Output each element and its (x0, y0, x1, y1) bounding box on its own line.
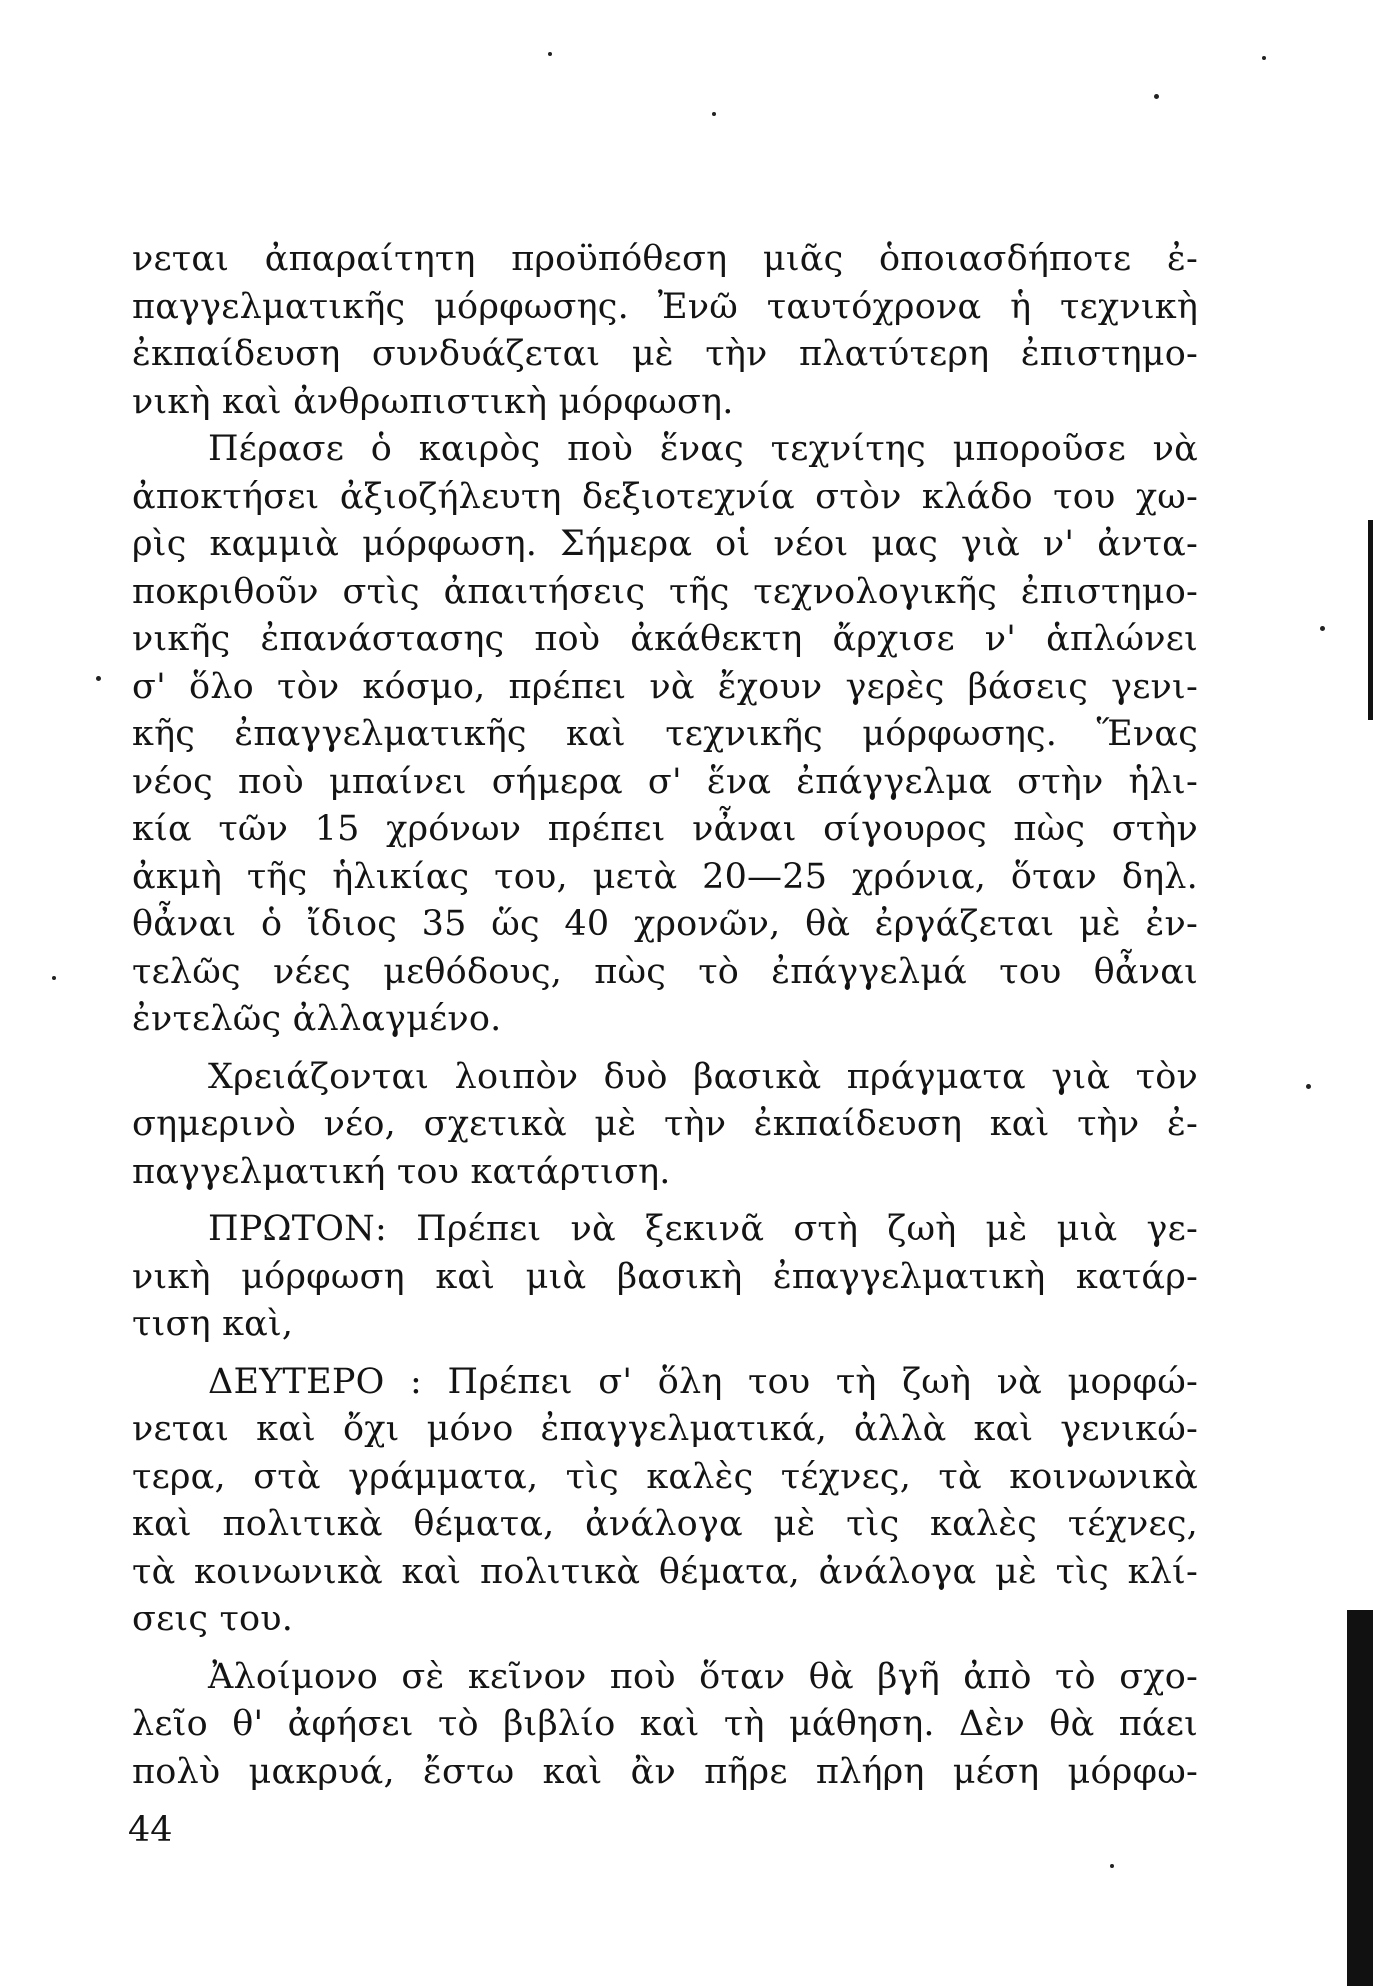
text-line: τιση καὶ, (132, 1304, 294, 1344)
text-line: σημερινὸ νέο, σχετικὰ μὲ τὴν ἐκπαίδευση καὶ τὴν ἐ- (132, 1104, 1198, 1144)
text-line: ἀκμὴ τῆς ἡλικίας του, μετὰ 20—25 χρόνια, ὅταν δηλ. (132, 856, 1198, 897)
text-line: τὰ κοινωνικὰ καὶ πολιτικὰ θέματα, ἀνάλογα μὲ τὶς κλί- (132, 1551, 1198, 1592)
text-line: λεῖο θ' ἀφήσει τὸ βιβλίο καὶ τὴ μάθηση. Δὲν θὰ πάει (132, 1704, 1198, 1744)
scan-speck (96, 676, 101, 681)
text-line: νικῆς ἐπανάστασης ποὺ ἀκάθεκτη ἄρχισε ν' ἁπλώνει (132, 619, 1198, 659)
text-line: νέος ποὺ μπαίνει σήμερα σ' ἕνα ἐπάγγελμα στὴν ἡλι- (132, 761, 1198, 802)
paragraph-gap (132, 1196, 1198, 1206)
text-line: νεται ἀπαραίτητη προϋπόθεση μιᾶς ὁποιασδήποτε ἐ- (132, 239, 1198, 279)
text-line: ἐκπαίδευση συνδυάζεται μὲ τὴν πλατύτερη ἐπιστημο- (132, 334, 1198, 374)
scan-speck (1262, 56, 1266, 60)
text-line: τελῶς νέες μεθόδους, πὼς τὸ ἐπάγγελμά του θἆναι (132, 951, 1198, 992)
scan-speck (52, 976, 56, 980)
page-number: 44 (128, 1810, 173, 1850)
scan-speck (1306, 1084, 1311, 1089)
scan-edge-line (1368, 520, 1373, 720)
text-line: Ἀλοίμονο σὲ κεῖνον ποὺ ὅταν θὰ βγῆ ἀπὸ τὸ σχο- (208, 1656, 1198, 1697)
text-line: κῆς ἐπαγγελματικῆς καὶ τεχνικῆς μόρφωσης. Ἕνας (132, 714, 1198, 754)
paragraph-gap (132, 1044, 1198, 1054)
body-text (132, 236, 1198, 1796)
scan-speck (712, 112, 716, 116)
scan-speck (548, 52, 552, 56)
text-line: σ' ὅλο τὸν κόσμο, πρέπει νὰ ἔχουν γερὲς βάσεις γενι- (132, 666, 1198, 707)
text-line: καὶ πολιτικὰ θέματα, ἀνάλογα μὲ τὶς καλὲς τέχνες, (132, 1504, 1198, 1544)
text-line: ἀποκτήσει ἀξιοζήλευτη δεξιοτεχνία στὸν κλάδο του χω- (132, 476, 1198, 517)
text-line: κία τῶν 15 χρόνων πρέπει νἆναι σίγουρος πὼς στὴν (132, 809, 1198, 849)
text-line: παγγελματικῆς μόρφωσης. Ἐνῶ ταυτόχρονα ἡ τεχνικὴ (132, 286, 1198, 327)
scan-speck (1110, 1864, 1114, 1868)
paragraph-gap (132, 1644, 1198, 1654)
text-line: ΠΡΩΤΟΝ: Πρέπει νὰ ξεκινᾶ στὴ ζωὴ μὲ μιὰ γε- (208, 1209, 1198, 1249)
text-line: νικὴ καὶ ἀνθρωπιστικὴ μόρφωση. (132, 381, 734, 422)
text-line: παγγελματική του κατάρτιση. (132, 1151, 671, 1192)
text-line: ποκριθοῦν στὶς ἀπαιτήσεις τῆς τεχνολογικῆς ἐπιστημο- (132, 571, 1198, 612)
text-line: θἆναι ὁ ἴδιος 35 ὥς 40 χρονῶν, θὰ ἐργάζεται μὲ ἐν- (132, 904, 1198, 944)
paragraph-gap (132, 1349, 1198, 1359)
scan-edge-shadow (1347, 1610, 1373, 1986)
text-line: τερα, στὰ γράμματα, τὶς καλὲς τέχνες, τὰ κοινωνικὰ (132, 1456, 1198, 1497)
text-line: νεται καὶ ὄχι μόνο ἐπαγγελματικά, ἀλλὰ καὶ γενικώ- (132, 1409, 1198, 1449)
text-line: ρὶς καμμιὰ μόρφωση. Σήμερα οἱ νέοι μας γιὰ ν' ἀντα- (132, 524, 1198, 564)
text-line: Πέρασε ὁ καιρὸς ποὺ ἕνας τεχνίτης μποροῦσε νὰ (208, 429, 1198, 469)
text-line: νικὴ μόρφωση καὶ μιὰ βασικὴ ἐπαγγελματικὴ κατάρ- (132, 1256, 1198, 1297)
scan-speck (1154, 94, 1159, 99)
text-line: σεις του. (132, 1599, 294, 1639)
text-line: ΔΕΥΤΕΡΟ : Πρέπει σ' ὅλη του τὴ ζωὴ νὰ μορφώ- (208, 1361, 1198, 1402)
scan-speck (1320, 626, 1325, 631)
text-line: πολὺ μακρυά, ἔστω καὶ ἂν πῆρε πλήρη μέση μόρφω- (132, 1751, 1198, 1792)
text-line: Χρειάζονται λοιπὸν δυὸ βασικὰ πράγματα γιὰ τὸν (208, 1056, 1198, 1097)
text-line: ἐντελῶς ἀλλαγμένο. (132, 999, 502, 1039)
